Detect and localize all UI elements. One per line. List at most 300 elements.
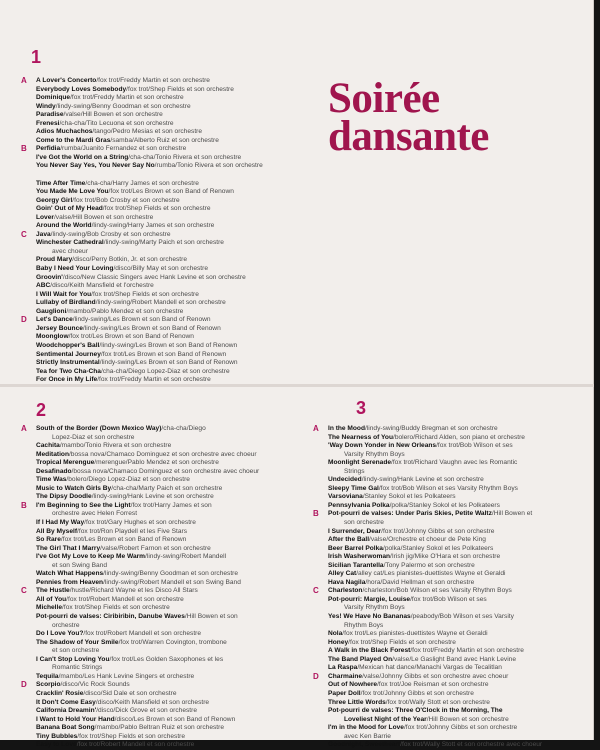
track-title: It Don't Come Easy <box>36 698 96 706</box>
track-entry <box>21 77 321 86</box>
track-title: Out of Nowhere <box>328 681 378 689</box>
track-entry <box>21 502 305 511</box>
track-title: Pot-pourri de valses: Under Paris Skies, Petite Waltz <box>328 510 492 518</box>
track-entry <box>313 579 591 588</box>
track-entry <box>313 613 591 622</box>
track-title: Do I Love You? <box>36 630 84 638</box>
track-entry <box>21 188 321 197</box>
track-credit: /lindy-swing/Les Brown et son Band of Renown <box>72 316 211 324</box>
side-letter: D <box>313 672 319 681</box>
track-credit: /fox trot/Bob Wilson et ses <box>410 595 487 603</box>
track-credit: /fox trot/Les Golden Saxophones et les <box>109 655 224 663</box>
side-letter: A <box>21 77 27 85</box>
track-credit: /lindy-swing/Robert Mandell et son Swing Band <box>103 578 241 586</box>
track-credit: /Hill Bowen et son <box>184 613 238 621</box>
album-title-line-2: dansante <box>328 113 489 160</box>
track-credit: /Stanley Sokol et les Polkateers <box>362 493 456 501</box>
track-credit: /valse/Le Gaslight Band avec Hank Levine <box>392 655 517 663</box>
side-letter: A <box>313 425 319 433</box>
track-credit: /lindy-swing/Harry James et son orchestre <box>91 222 215 230</box>
track-credit: /fox trot/Wally Stott et son orchestre avec choeur <box>400 741 543 749</box>
track-credit: /fox trot/Shep Fields et son orchestre <box>348 638 456 646</box>
track-title: I'm in the Mood for Love <box>328 724 404 732</box>
track-credit: /fox trot/Shep Fields et son orchestre <box>102 205 211 213</box>
track-credit: /bolero/Richard Alden, son piano et orchestre <box>392 433 525 441</box>
track-credit: /valse/Orchestre et choeur de Pete King <box>369 536 486 544</box>
track-credit: /bossa nova/Chamaco Dominguez et son orchestre avec choeur <box>71 467 260 475</box>
track-title: Frenesi <box>36 119 60 127</box>
track-title: Cracklin' Rosie <box>36 689 84 697</box>
track-entry <box>313 510 591 519</box>
track-credit: /fox trot/Johnny Gibbs et son orchestre <box>360 689 474 697</box>
track-title: For Once in My Life <box>36 376 98 384</box>
track-title: Tiny Bubbles <box>36 732 78 740</box>
side-letter: B <box>21 145 27 154</box>
track-credit: /mambo/Les Hank Levine Singers et orchestre <box>58 672 195 680</box>
track-entry <box>21 681 305 690</box>
track-title: The Girl That I Marry <box>36 544 101 552</box>
track-entry <box>313 596 591 605</box>
track-continuation <box>21 647 305 656</box>
track-credit: /fox trot/Shep Fields et son orchestre <box>62 604 170 612</box>
track-entry <box>21 493 305 502</box>
track-title: You Never Say Yes, You Never Say No <box>36 162 155 170</box>
track-entry <box>21 707 305 716</box>
track-entry <box>21 630 305 639</box>
track-title: I Can't Stop Loving You <box>36 655 110 663</box>
track-entry <box>313 656 591 665</box>
track-credit: /disco/Keith Mansfield et son orchestre <box>95 698 210 706</box>
tracklist-record-1 <box>21 77 321 385</box>
track-title: Irish Washerwoman <box>328 553 391 561</box>
track-continuation <box>313 519 591 528</box>
track-credit: /mambo/Pablo Beltran Ruiz et son orchestre <box>94 724 224 732</box>
track-continuation <box>313 468 591 477</box>
track-title: Let's Dance <box>36 316 73 324</box>
track-credit: /cha-cha/Diego Lopez-Diaz et son orchestre <box>100 367 230 375</box>
track-title: Lullaby of Birdland <box>36 299 96 307</box>
track-title: Charmaine <box>328 672 363 680</box>
track-credit: /lindy-swing/Robert Mandell et son orchestre <box>95 299 226 307</box>
track-credit: Varsity Rhythm Boys <box>344 604 405 612</box>
track-entry <box>21 716 305 725</box>
track-entry <box>21 333 321 342</box>
track-title: Strictly Instrumental <box>36 359 100 367</box>
track-entry <box>21 265 321 274</box>
track-credit: /bolero/Diego Lopez-Diaz et son orchestre <box>66 476 190 484</box>
track-entry <box>313 502 591 511</box>
track-title: Desafinado <box>36 467 72 475</box>
track-credit: /merengue/Pablo Mendez et son orchestre <box>94 459 219 467</box>
track-credit: /fox trot/Johnny Gibbs et son orchestre <box>381 527 495 535</box>
track-entry <box>21 222 321 231</box>
track-entry <box>21 316 321 325</box>
track-entry <box>21 596 305 605</box>
track-credit: /fox trot/Robert Mandell et son orchestre <box>76 741 195 749</box>
track-entry <box>21 162 321 171</box>
side-letter: D <box>21 681 27 690</box>
track-entry <box>21 291 321 300</box>
track-credit: /bossa nova/Chamaco Dominguez et son orchestre avec choeur <box>68 450 257 458</box>
track-title: Hava Nagila <box>328 578 366 586</box>
track-title: La Raspa <box>328 664 358 672</box>
track-credit: /rumba/Juanito Fernandez et son orchestre <box>60 145 187 153</box>
track-credit: /cha-cha/Tonio Rivera et son orchestre <box>128 153 242 161</box>
track-credit: /fox trot/Wally Stott et son orchestre <box>385 698 490 706</box>
track-title: Varsoviana <box>328 493 363 501</box>
track-title: Yes! We Have No Bananas <box>328 613 411 621</box>
track-entry <box>21 442 305 451</box>
track-credit: /peabody/Bob Wilson et ses Varsity <box>410 613 514 621</box>
track-title: I've Got the World on a String <box>36 153 129 161</box>
track-title: Time After Time <box>36 179 86 187</box>
track-title: Sleepy Time Gal <box>328 484 379 492</box>
track-entry <box>21 86 321 95</box>
tracklist-record-3 <box>313 425 591 750</box>
track-credit: /lindy-swing/Robert Mandell <box>145 553 227 561</box>
track-credit: /fox trot/Shep Fields et son orchestre <box>91 290 199 298</box>
album-title <box>328 75 489 160</box>
track-title: Paradise <box>36 111 64 119</box>
track-entry <box>21 282 321 291</box>
track-credit: /fox trot/Robert Mandell et son orchestre <box>83 630 202 638</box>
track-entry <box>21 545 305 554</box>
track-entry <box>21 128 321 137</box>
track-credit: /tango/Pedro Mesias et son orchestre <box>92 128 203 136</box>
track-title: Moonlight Serenade <box>328 459 392 467</box>
track-title: Goodnight, Sweetheart <box>328 741 401 749</box>
track-entry <box>21 120 321 129</box>
track-credit: /disco/Billy May et son orchestre <box>113 265 208 273</box>
track-continuation <box>21 248 321 257</box>
track-credit: /hustle/Richard Wayne et les Disco All Stars <box>69 587 198 595</box>
track-entry <box>21 205 321 214</box>
track-credit: /cha-cha/Diego <box>161 425 206 432</box>
track-title: I've Got My Love to Keep Me Warm <box>36 553 146 561</box>
track-credit: /mambo/Pablo Mendez et son orchestre <box>66 307 184 315</box>
track-entry <box>313 434 591 443</box>
track-entry <box>313 493 591 502</box>
track-credit: Rhythm Boys <box>344 621 384 629</box>
track-credit: /polka/Stanley Sokol et les Polkateers <box>382 544 494 552</box>
track-entry <box>313 690 591 699</box>
track-entry <box>21 154 321 163</box>
track-entry <box>21 103 321 112</box>
record-number-2: 2 <box>36 400 47 420</box>
track-credit: /valse/Robert Farnon et son orchestre <box>100 544 211 552</box>
track-title: Winchester Cathedral <box>36 239 104 247</box>
track-title: Michelle <box>36 604 63 612</box>
track-credit: /charleston/Bob Wilson et ses Varsity Rhythm Boys <box>362 587 512 595</box>
track-credit: /valse/Hill Bowen et son orchestre <box>63 111 163 119</box>
track-title: Pot-pourri de valses: Three O'Clock in the Morning, The <box>328 707 503 715</box>
track-credit: /fox trot/Les Brown et son Band of Renown <box>100 350 227 358</box>
track-title: Baby I Need Your Loving <box>36 265 114 273</box>
track-continuation <box>21 434 305 443</box>
track-title: Music to Watch Girls By <box>36 484 112 492</box>
track-credit: /fox trot/Bob Crosby et son orchestre <box>72 196 180 204</box>
track-entry <box>313 673 591 682</box>
track-entry <box>313 741 591 750</box>
track-title: Honey <box>328 638 349 646</box>
track-title: Woodchopper's Ball <box>36 341 100 349</box>
track-title: Sicilian Tarantella <box>328 561 384 569</box>
track-entry <box>21 476 305 485</box>
track-entry <box>313 476 591 485</box>
track-continuation <box>21 171 321 180</box>
track-credit: /fox trot/Bob Wilson et ses Varsity Rhythm Boys <box>378 484 518 492</box>
track-title: You Made Me Love You <box>36 188 109 196</box>
track-credit: /cha-cha/Tito Lecuona et son orchestre <box>59 119 174 127</box>
record-number-1: 1 <box>31 47 42 67</box>
track-credit: /fox trot/Harry James et son <box>130 501 212 509</box>
track-credit: /lindy-swing/Bob Crosby et son orchestre <box>50 230 171 238</box>
track-credit: /fox trot/Les Brown et son Band of Renown <box>68 333 194 341</box>
track-entry <box>313 553 591 562</box>
track-entry <box>313 724 591 733</box>
track-credit: /Hill Bowen et <box>491 510 533 518</box>
album-title-line-1: Soirée <box>328 75 440 122</box>
track-title: ABC <box>36 282 51 290</box>
track-continuation <box>21 664 305 673</box>
track-credit: orchestre <box>52 621 80 629</box>
track-credit: /mambo/Tonio Rivera et son orchestre <box>59 442 172 450</box>
track-title: Pot-pourri: Margie, Louise <box>328 595 411 603</box>
track-continuation <box>21 622 305 631</box>
track-entry <box>21 274 321 283</box>
track-title: Nola <box>328 630 343 638</box>
track-credit: Strings <box>344 467 365 475</box>
track-entry <box>313 664 591 673</box>
track-title: Adios Muchachos <box>36 128 93 136</box>
track-title: Dominique <box>36 94 71 102</box>
track-title: California Dreamin' <box>36 707 97 715</box>
track-title: Beer Barrel Polka <box>328 544 383 552</box>
track-entry <box>313 681 591 690</box>
track-credit: avec choeur <box>52 247 88 255</box>
track-entry <box>313 707 591 716</box>
track-title: After the Ball <box>328 536 370 544</box>
track-entry <box>21 528 305 537</box>
track-continuation <box>313 716 591 725</box>
track-entry <box>21 690 305 699</box>
track-title: Groovin' <box>36 273 63 281</box>
side-letter: C <box>313 587 319 596</box>
track-credit: /lindy-swing/Benny Goodman et son orchestre <box>55 102 191 110</box>
track-title: 'Way Down Yonder in New Orleans <box>328 442 437 450</box>
track-entry <box>21 639 305 648</box>
track-credit: /fox trot/Freddy Martin et son orchestre <box>96 77 210 84</box>
track-entry <box>313 630 591 639</box>
track-title: Sentimental Journey <box>36 350 101 358</box>
track-entry <box>21 570 305 579</box>
track-credit: /valse/Johnny Gibbs et son orchestre avec choeur <box>362 672 509 680</box>
track-entry <box>21 111 321 120</box>
track-title: Watch What Happens <box>36 570 104 578</box>
track-title: Pennies from Heaven <box>36 578 104 586</box>
tracklist-record-2 <box>21 425 305 750</box>
track-title: A Walk in the Black Forest <box>328 647 411 655</box>
track-entry <box>313 459 591 468</box>
track-credit: /cha-cha/Harry James et son orchestre <box>85 179 199 187</box>
track-credit: /lindy-swing/Marty Paich et son orchestre <box>103 239 224 247</box>
track-credit: avec Ken Barrie <box>344 732 391 740</box>
track-entry <box>21 342 321 351</box>
side-letter: D <box>21 316 27 325</box>
track-credit: /fox trot/Freddy Martin et son orchestre <box>410 647 524 655</box>
track-title: Windy <box>36 102 56 110</box>
track-credit: /disco/Vic Rock Sounds <box>60 681 130 689</box>
track-title: Charleston <box>328 587 363 595</box>
track-entry <box>313 528 591 537</box>
track-credit: /lindy-swing/Les Brown et son Band of Renown <box>82 324 221 332</box>
side-letter: B <box>313 510 319 519</box>
track-entry <box>21 468 305 477</box>
track-entry <box>21 325 321 334</box>
track-credit: /disco/Dick Grove et son orchestre <box>96 707 197 715</box>
track-credit: /Hill Bowen et son orchestre <box>426 715 509 723</box>
track-credit: /fox trot/Bob Wilson et ses <box>436 442 513 450</box>
track-entry <box>21 579 305 588</box>
track-title: Tequila <box>36 672 59 680</box>
track-title: Cachita <box>36 442 60 450</box>
track-entry <box>21 137 321 146</box>
track-credit: /fox trot/Freddy Martin et son orchestre <box>70 94 184 102</box>
track-title: South of the Border (Down Mexico Way) <box>36 425 162 432</box>
track-title: The Hustle <box>36 587 70 595</box>
track-title: Perfidia <box>36 145 61 153</box>
track-title: All of You <box>36 595 67 603</box>
track-title: Easy to Love <box>36 741 77 749</box>
track-credit: Romantic Strings <box>52 664 103 672</box>
track-title: Moonglow <box>36 333 69 341</box>
track-entry <box>21 587 305 596</box>
track-entry <box>21 553 305 562</box>
track-credit: /Irish jig/Mike O'Hara et son orchestre <box>390 553 501 561</box>
track-title: The Shadow of Your Smile <box>36 638 119 646</box>
track-title: The Nearness of You <box>328 433 393 441</box>
track-entry <box>21 256 321 265</box>
track-title: I Surrender, Dear <box>328 527 382 535</box>
track-credit: /disco/Les Brown et son Band of Renown <box>114 715 236 723</box>
track-entry <box>313 545 591 554</box>
track-entry <box>21 94 321 103</box>
track-title: Gauglioni <box>36 307 67 315</box>
track-entry <box>21 536 305 545</box>
track-title: Proud Mary <box>36 256 73 264</box>
track-title: I Will Wait for You <box>36 290 92 298</box>
track-credit: Varsity Rhythm Boys <box>344 450 405 458</box>
track-title: Scorpio <box>36 681 61 689</box>
track-entry <box>21 239 321 248</box>
track-title: Java <box>36 230 51 238</box>
track-continuation <box>313 622 591 631</box>
side-letter: B <box>21 501 27 510</box>
track-title: Everybody Loves Somebody <box>36 85 127 93</box>
track-credit: /disco/Perry Botkin, Jr. et son orchestre <box>72 256 187 264</box>
track-continuation <box>21 510 305 519</box>
track-continuation <box>313 604 591 613</box>
track-entry <box>313 425 591 434</box>
track-entry <box>21 656 305 665</box>
track-title: If I Had My Way <box>36 519 85 527</box>
track-credit: /Tony Palermo et son orchestre <box>383 561 475 569</box>
track-credit: /fox trot/Gary Hughes et son orchestre <box>84 519 196 527</box>
track-entry <box>21 519 305 528</box>
track-entry <box>313 536 591 545</box>
track-credit: /lindy-swing/Hank Levine et son orchestre <box>91 493 214 501</box>
track-title: Georgy Girl <box>36 196 73 204</box>
track-credit: /disco/Keith Mansfield et l'orchestre <box>50 282 154 290</box>
track-title: Around the World <box>36 222 92 230</box>
track-entry <box>21 351 321 360</box>
track-credit: /polka/Stanley Sokol et les Polkateers <box>389 501 500 509</box>
track-title: Paper Doll <box>328 689 361 697</box>
track-credit: /rumba/Tonio Rivera et son orchestre <box>154 162 263 170</box>
track-credit: /fox trot/Richard Vaughn avec les Romantic <box>391 459 518 467</box>
track-title: The Dipsy Doodle <box>36 493 92 501</box>
track-entry <box>21 214 321 223</box>
track-entry <box>21 604 305 613</box>
track-entry <box>21 359 321 368</box>
track-title: Lover <box>36 213 54 221</box>
track-title: Alley Cat <box>328 570 357 578</box>
track-title: Pot-pourri de valses: Ciribiribin, Danube Waves <box>36 613 185 621</box>
track-credit: /lindy-swing/Benny Goodman et son orchestre <box>103 570 239 578</box>
track-title: So Rare <box>36 536 61 544</box>
track-credit: /hora/David Hellman et son orchestre <box>365 578 475 586</box>
track-credit: /fox trot/Les pianistes-duettistes Wayne et Geraldi <box>342 630 488 638</box>
track-title: I Want to Hold Your Hand <box>36 715 115 723</box>
track-entry <box>21 425 305 434</box>
track-title: Goin' Out of My Head <box>36 205 103 213</box>
track-title: Loveliest Night of the Year <box>344 715 427 723</box>
track-title: Jersey Bounce <box>36 324 83 332</box>
track-entry <box>313 485 591 494</box>
track-credit: /fox trot/Joe Reisman et son orchestre <box>377 681 489 689</box>
track-entry <box>21 308 321 317</box>
track-credit: Lopez-Diaz et son orchestre <box>52 433 135 441</box>
track-title: Time Was <box>36 476 67 484</box>
track-credit: /lindy-swing/Buddy Bregman et son orchestre <box>365 425 498 432</box>
track-entry <box>21 485 305 494</box>
track-credit: et son orchestre <box>52 647 100 655</box>
track-entry <box>21 231 321 240</box>
track-credit: /fox trot/Warren Covington, trombone <box>118 638 227 646</box>
track-entry <box>313 562 591 571</box>
track-entry <box>21 180 321 189</box>
track-entry <box>313 647 591 656</box>
track-credit: /fox trot/Johnny Gibbs et son orchestre <box>403 724 518 732</box>
track-credit: /alley cat/Les pianistes-duettistes Wayne et Geraldi <box>356 570 506 578</box>
track-title: Meditation <box>36 450 69 458</box>
track-continuation <box>313 451 591 460</box>
track-title: I'm Beginning to See the Light <box>36 501 131 509</box>
track-entry <box>313 699 591 708</box>
track-credit: /Mexican hat dance/Manachi Vargas de Tecalitlan <box>357 664 502 672</box>
track-credit: /disco/Sid Dale et son orchestre <box>83 689 177 697</box>
track-credit: et son Swing Band <box>52 561 107 569</box>
track-title: In the Mood <box>328 425 365 432</box>
track-title: Three Little Words <box>328 698 386 706</box>
track-entry <box>21 724 305 733</box>
track-credit: /fox trot/Shep Fields et son orchestre <box>77 732 186 740</box>
track-credit: /fox trot/Ron Playdell et les Five Stars <box>77 527 187 535</box>
track-credit: /samba/Alberto Ruiz et son orchestre <box>110 136 219 144</box>
track-credit: /fox trot/Les Brown et son Band of Renown <box>108 188 234 196</box>
track-credit: /lindy-swing/Les Brown et son Band of Renown <box>99 359 238 367</box>
record-number-3: 3 <box>356 398 367 418</box>
